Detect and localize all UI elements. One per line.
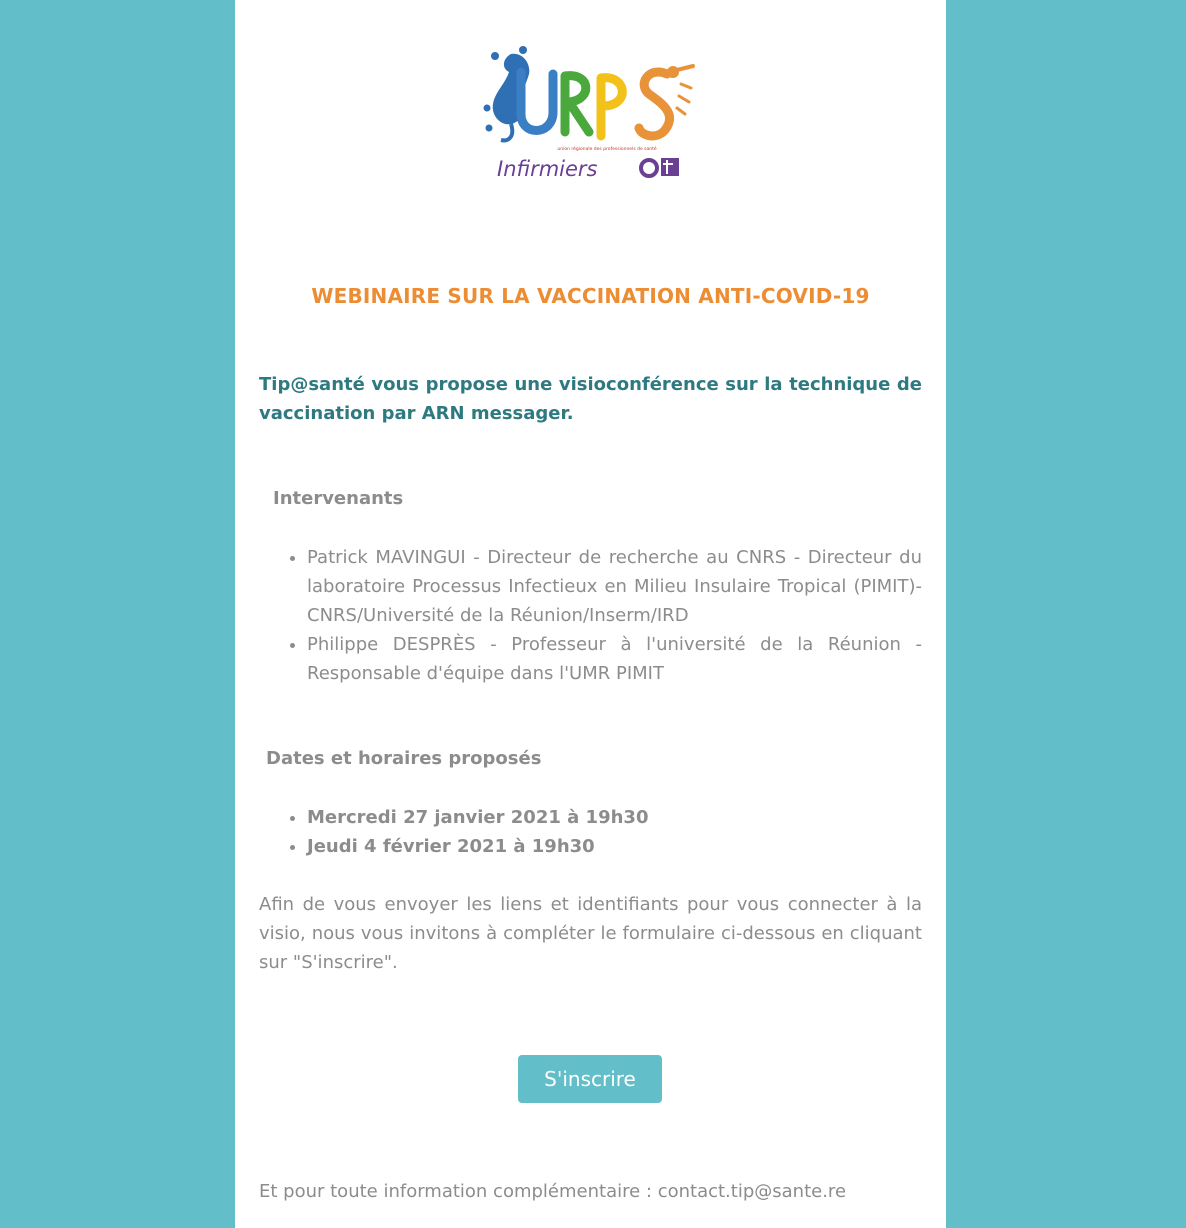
seahorse-icon (639, 66, 693, 136)
speaker-item: • Philippe DESPRÈS - Professeur à l'université de la Réunion - Responsable d'équipe dans l'UMR PIMIT (307, 630, 922, 688)
logo-mark-icon (641, 158, 679, 176)
date-item: • Mercredi 27 janvier 2021 à 19h30 (307, 803, 922, 832)
registration-instructions: Afin de vous envoyer les liens et identifiants pour vous connecter à la visio, nous vous invitons à compléter le formulaire ci-dessous en cliquant sur "S'inscrire". (259, 894, 922, 973)
speaker-item: • Patrick MAVINGUI - Directeur de recherche au CNRS - Directeur du laboratoire Processus Infectieux en Milieu Insulaire Tropical (PIMIT)- CNRS/Université de la Réunion/Inserm/IRD (307, 543, 922, 630)
urps-logo (481, 44, 703, 184)
dates-heading: Dates et horaires proposés (266, 748, 542, 769)
webinar-title: WEBINAIRE SUR LA VACCINATION ANTI-COVID-19 (311, 284, 870, 308)
intro-text: Tip@santé vous propose une visioconférence sur la technique de vaccination par ARN messager. (259, 374, 922, 424)
dates-list (259, 803, 922, 861)
logo-tagline: union régionale des professionnels de santé (557, 147, 657, 152)
date-item: • Jeudi 4 février 2021 à 19h30 (307, 832, 922, 861)
logo-subtitle: Infirmiers (497, 157, 598, 181)
contact-line[interactable]: Et pour toute information complémentaire : contact.tip@sante.re (259, 1181, 847, 1202)
register-button[interactable]: S'inscrire (518, 1055, 662, 1103)
email-card (235, 0, 946, 1228)
speakers-list (259, 543, 922, 688)
speakers-heading: Intervenants (273, 488, 404, 509)
